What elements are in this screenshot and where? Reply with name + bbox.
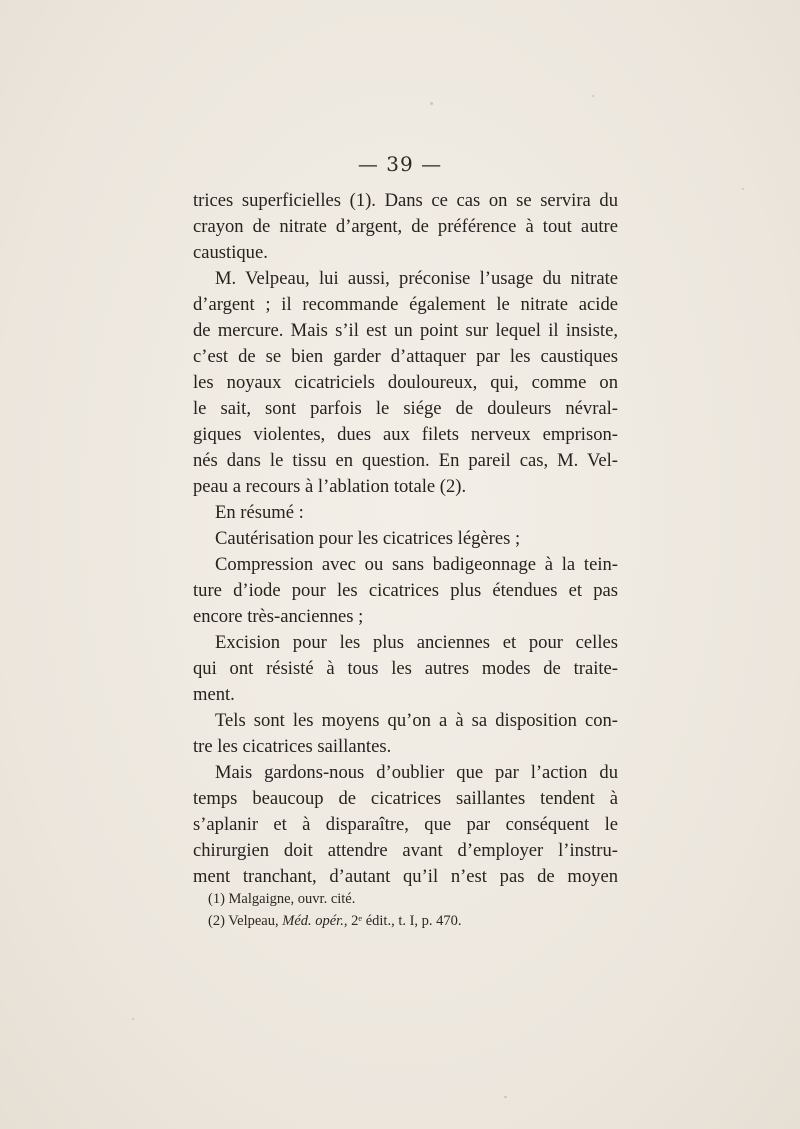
text-line: caustique.	[193, 242, 268, 263]
footnote-2-suffix: , 2ᵉ édit., t. I, p. 470.	[343, 913, 462, 929]
footnotes	[208, 888, 608, 932]
text-line: Tels sont les moyens qu’on a à sa disposition con-	[215, 710, 618, 731]
text-line: de mercure. Mais s’il est un point sur lequel il insiste,	[193, 320, 618, 341]
text-line: s’aplanir et à disparaître, que par conséquent le	[193, 814, 618, 835]
page-number: — 39 —	[357, 152, 443, 176]
text-line: tre les cicatrices saillantes.	[193, 736, 392, 757]
text-line: crayon de nitrate d’argent, de préférence à tout autre	[193, 216, 618, 237]
paper-speck	[430, 102, 433, 105]
text-line: trices superficielles (1). Dans ce cas on se servira du	[193, 190, 618, 211]
text-line: Compression avec ou sans badigeonnage à la tein-	[215, 554, 618, 575]
text-line: le sait, sont parfois le siége de douleurs névral-	[193, 398, 618, 419]
footnote-2-prefix: (2) Velpeau,	[208, 913, 283, 929]
text-line: encore très-anciennes ;	[193, 606, 364, 627]
text-line: c’est de se bien garder d’attaquer par les caustiques	[193, 346, 618, 367]
text-line: les noyaux cicatriciels douloureux, qui, comme on	[193, 372, 618, 393]
text-line: ture d’iode pour les cicatrices plus étendues et pas	[193, 580, 618, 601]
text-line: Excision pour les plus anciennes et pour celles	[215, 632, 618, 653]
text-line: En résumé :	[215, 502, 304, 523]
text-line: peau a recours à l’ablation totale (2).	[193, 476, 467, 497]
text-line: temps beaucoup de cicatrices saillantes tendent à	[193, 788, 618, 809]
text-line: nés dans le tissu en question. En pareil cas, M. Vel-	[193, 450, 618, 471]
paper-speck	[132, 1018, 134, 1020]
text-line: Cautérisation pour les cicatrices légères ;	[215, 528, 521, 549]
footnote-2-title: Méd. opér.	[282, 913, 344, 929]
text-line: qui ont résisté à tous les autres modes de traite-	[193, 658, 618, 679]
paper-speck	[504, 1096, 507, 1098]
footnote-2	[208, 910, 608, 932]
text-line: d’argent ; il recommande également le nitrate acide	[193, 294, 618, 315]
text-line: ment.	[193, 684, 235, 705]
body-text	[193, 188, 618, 890]
footnote-1: (1) Malgaigne, ouvr. cité.	[208, 891, 356, 907]
text-line: giques violentes, dues aux filets nerveux emprison-	[193, 424, 618, 445]
text-line: chirurgien doit attendre avant d’employer l’instru-	[193, 840, 618, 861]
text-line: M. Velpeau, lui aussi, préconise l’usage du nitrate	[215, 268, 618, 289]
text-line: ment tranchant, d’autant qu’il n’est pas de moyen	[193, 866, 618, 887]
text-line: Mais gardons-nous d’oublier que par l’action du	[215, 762, 618, 783]
paper-speck	[592, 95, 594, 97]
paper-speck	[742, 188, 744, 190]
